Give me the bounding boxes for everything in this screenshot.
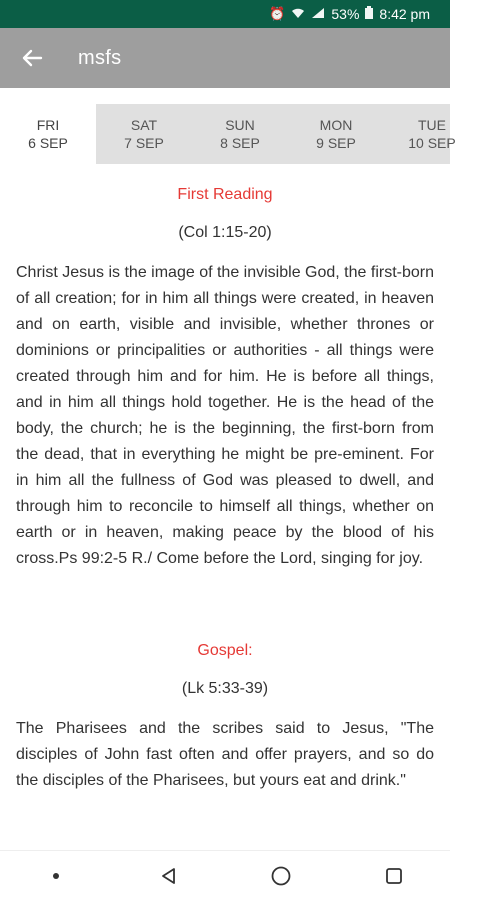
app-bar: [0, 28, 450, 88]
first-reading-heading: First Reading: [177, 186, 273, 203]
battery-icon: [365, 6, 373, 22]
tab-date: 6 SEP: [28, 135, 68, 151]
tab-day: SAT: [130, 117, 158, 133]
wifi-icon: [291, 7, 305, 22]
tab-fri-6-sep[interactable]: [0, 104, 96, 164]
gospel-text: The Pharisees and the scribes said to Jesus, "The disciples of John fast often and offer prayers, and so do the disciples of the Pharisees, but yours eat and drink.": [16, 720, 434, 789]
dot-icon: [53, 873, 59, 879]
tab-date: 10 SEP: [408, 135, 456, 151]
tab-day: FRI: [36, 117, 60, 133]
nav-dot-button[interactable]: [36, 856, 76, 896]
recents-square-icon: [384, 866, 404, 886]
battery-percent: 53%: [331, 6, 360, 22]
first-reading-reference: (Col 1:15-20): [178, 224, 272, 241]
nav-home-button[interactable]: [261, 856, 301, 896]
date-tabs: [0, 104, 456, 164]
tab-tue-10-sep[interactable]: [384, 104, 480, 164]
gospel-reference: (Lk 5:33-39): [181, 680, 269, 697]
tab-day: MON: [319, 117, 353, 133]
first-reading-text: Christ Jesus is the image of the invisible God, the first-born of all creation; for in him all things were created, in heaven and on earth, visible and invisible, whether thrones or dominions or principalities or authorities - all things were created through him and for him. He is before all things, and in him all things hold together. He is the head of the body, the church; he is the beginning, the first-born from the dead, that in everything he might be pre-eminent. For in him all the fullness of God was pleased to dwell, and through him to reconcile to himself all things, whether on earth or in heaven, making peace by the blood of his cross.Ps 99:2-5 R./ Come before the Lord, singing for joy.: [16, 264, 434, 567]
tab-sat-7-sep[interactable]: [96, 104, 192, 164]
tab-sun-8-sep[interactable]: [192, 104, 288, 164]
clock: 8:42 pm: [379, 6, 430, 22]
app-title: msfs: [78, 46, 122, 69]
tab-mon-9-sep[interactable]: [288, 104, 384, 164]
back-triangle-icon: [159, 866, 179, 886]
alarm-icon: ⏰: [269, 6, 286, 21]
back-button[interactable]: [0, 28, 64, 88]
reading-content[interactable]: [0, 164, 450, 850]
nav-back-button[interactable]: [149, 856, 189, 896]
gospel-heading: Gospel:: [197, 642, 253, 659]
tab-date: 9 SEP: [316, 135, 356, 151]
system-nav-bar: [0, 850, 450, 900]
tab-date: 8 SEP: [220, 135, 260, 151]
tab-day: TUE: [418, 117, 446, 133]
home-circle-icon: [270, 865, 292, 887]
tab-day: SUN: [225, 117, 255, 133]
status-bar: [0, 0, 450, 28]
nav-recents-button[interactable]: [374, 856, 414, 896]
tab-date: 7 SEP: [124, 135, 164, 151]
signal-icon: [311, 7, 325, 22]
arrow-left-icon: [21, 47, 43, 69]
